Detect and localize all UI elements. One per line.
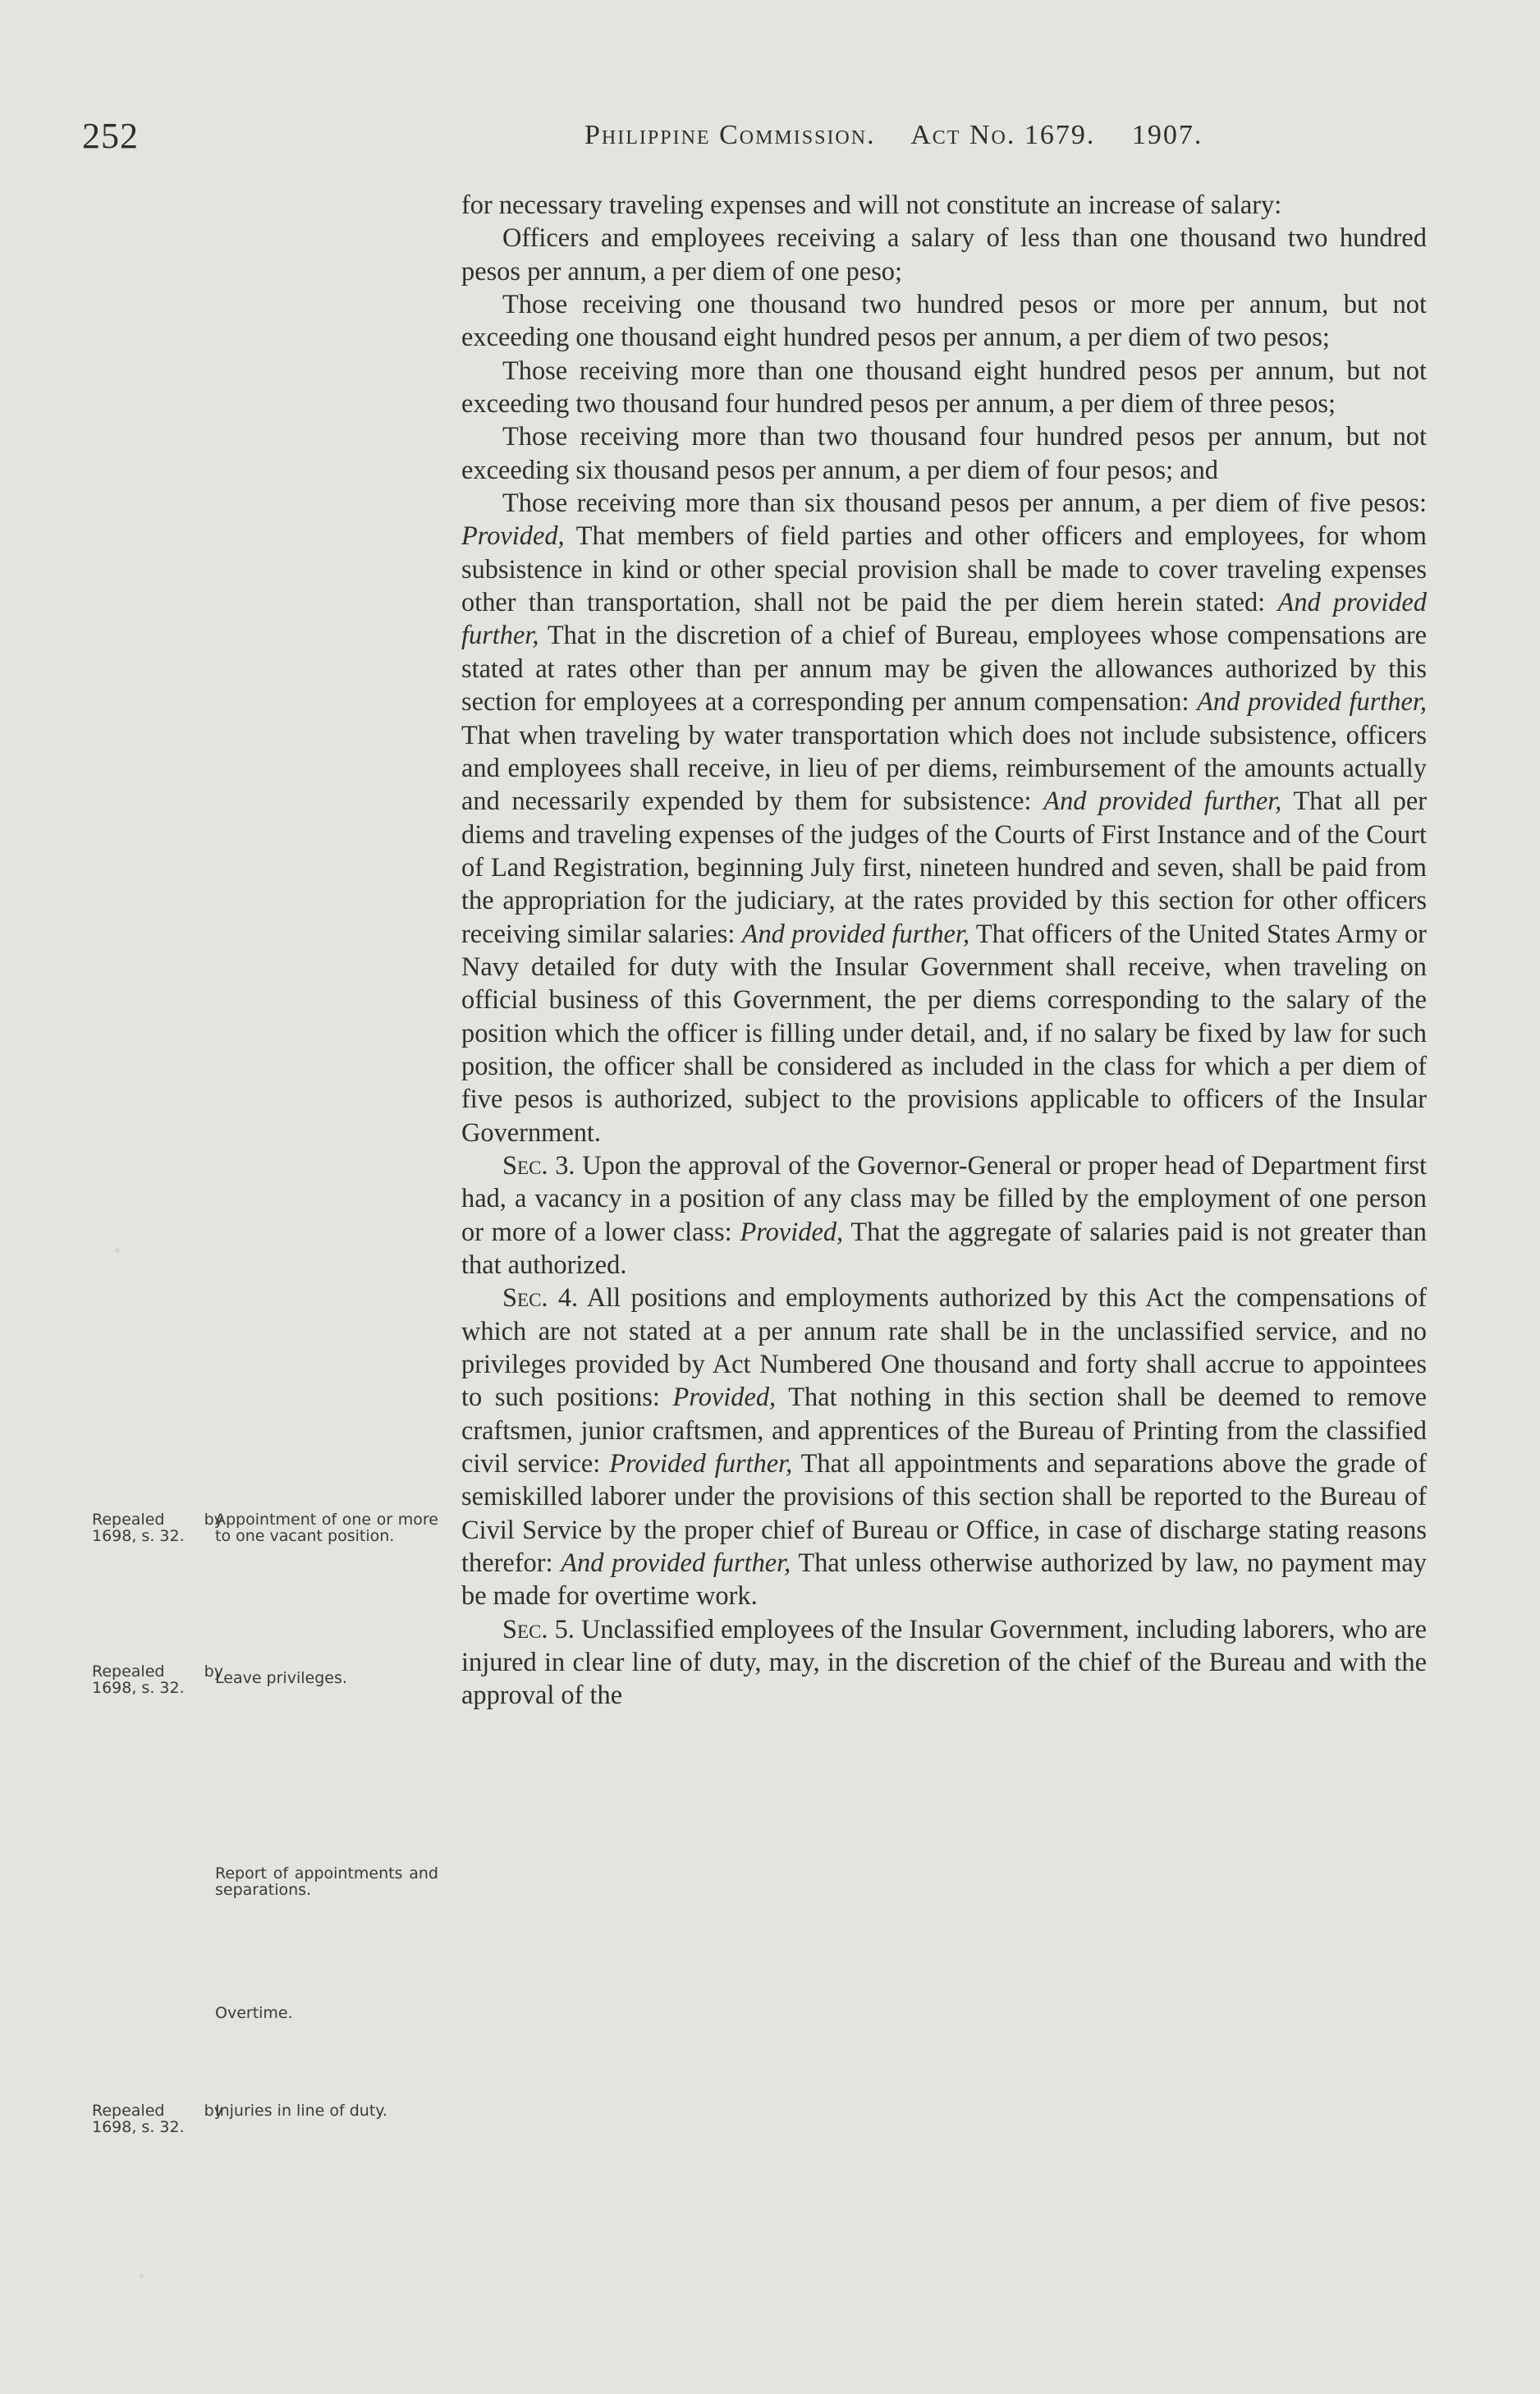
margin-note-appointment: Appointment of one or more to one vacant position. (215, 1511, 438, 1545)
margin-note-repealed-2: Repealed by 1698, s. 32. (92, 1662, 223, 1697)
proviso: Provided, (672, 1383, 777, 1413)
section-label: Sec. 4. (502, 1283, 579, 1314)
text-run: That when traveling by water transportation which does not include subsistence, officers and employees shall receive, in lieu of per diems, reimbursement of the amounts actually and necessarily expended by them for subsistence: (461, 720, 1427, 817)
paragraph-per-diem-four-pesos: Those receiving more than two thousand four hundred pesos per annum, but not exceeding six thousand pesos per annum, a per diem of four pesos; and (461, 422, 1427, 485)
proviso: And provided further, (1043, 787, 1282, 817)
text-run: That all per diems and traveling expenses of the judges of the Courts of First Instance and of the Court of Land Registration, beginning July first, nineteen hundred and seven, shall be paid from the appropriation for the judiciary, at the rates provided by this section for other officers receiving similar salaries: (461, 787, 1427, 949)
text-run: All positions and employments authorized by this Act the compensations of which are not stated at a per annum rate shall be in the unclassified service, and no privileges provided by Act Numbered One thousand and forty shall accrue to appointees to such positions: (461, 1283, 1427, 1413)
text-run: That nothing in this section shall be deemed to remove craftsmen, junior craftsmen, and apprentices of the Bureau of Printing from the classified civil service: (461, 1383, 1427, 1479)
faint-mark-1 (115, 1248, 120, 1253)
text-run: Upon the approval of the Governor-General or proper head of Department first had, a vacancy in a position of any class may be filled by the employment of one person or more of a lower class: (461, 1150, 1427, 1247)
section-5 (461, 1613, 1427, 1713)
main-text (461, 189, 1427, 1713)
text-run: That members of field parties and other officers and employees, for whom subsistence in kind or other special provision shall be made to cover traveling expenses other than transportation, shall not be paid the per diem herein stated: (461, 521, 1427, 618)
text-run: That all appointments and separations above the grade of semiskilled laborer under the provisions of this section shall be reported to the Bureau of Civil Service by the proper chief of Bureau or Office, in case of discharge stating reasons therefor: (461, 1449, 1428, 1579)
running-head (584, 120, 1231, 151)
faint-mark-2 (140, 2274, 144, 2278)
margin-note-overtime: Overtime. (215, 2004, 293, 2022)
text-run: That in the discretion of a chief of Bureau, employees whose compensations are stated at rates other than per annum may be given the allowances authorized by this section for employees at a corresponding per annum compensation: (461, 621, 1427, 718)
running-head-title: Philippine Commission. (584, 120, 876, 150)
running-head-act: Act No. 1679. (910, 120, 1096, 150)
paragraph-per-diem-one-peso: Officers and employees receiving a salary of less than one thousand two hundred pesos per annum, a per diem of one peso; (461, 223, 1427, 287)
text-run: That officers of the United States Army or Navy detailed for duty with the Insular Government shall receive, when traveling on official business of this Government, the per diems corresponding to the salary of the position which the officer is filling under detail, and, if no salary be fixed by law for such position, the officer shall be considered as included in the class for which a per diem of five pesos is authorized, subject to the provisions applicable to officers of the Insular Government. (461, 919, 1427, 1148)
margin-note-repealed-3: Repealed by 1698, s. 32. (92, 2102, 223, 2136)
section-label: Sec. 5. (502, 1614, 575, 1644)
paragraph-per-diem-five-pesos (461, 487, 1427, 1149)
paragraph-per-diem-two-pesos: Those receiving one thousand two hundred pesos or more per annum, but not exceeding one thousand eight hundred pesos per annum, a per diem of two pesos; (461, 290, 1427, 353)
page-number: 252 (82, 116, 139, 156)
text-run: That unless otherwise authorized by law, no payment may be made for overtime work. (461, 1548, 1427, 1612)
section-4 (461, 1282, 1427, 1612)
text-run: That the aggregate of salaries paid is not greater than that authorized. (461, 1217, 1427, 1280)
text-run: Those receiving more than six thousand pesos per annum, a per diem of five pesos: (502, 488, 1427, 519)
margin-note-leave: Leave privileges. (215, 1669, 347, 1687)
proviso: And provided further, (1197, 687, 1427, 718)
text-run: Unclassified employees of the Insular Government, including laborers, who are injured in clear line of duty, may, in the discretion of the chief of the Bureau and with the approval of the (461, 1614, 1427, 1711)
section-label: Sec. 3. (502, 1150, 575, 1181)
section-3 (461, 1149, 1427, 1282)
proviso: Provided further, (609, 1449, 793, 1479)
margin-note-report: Report of appointments and separations. (215, 1864, 438, 1899)
proviso: Provided, (461, 521, 565, 552)
proviso: Provided, (740, 1217, 844, 1247)
paragraph-per-diem-three-pesos: Those receiving more than one thousand eight hundred pesos per annum, but not exceeding two thousand four hundred pesos per annum, a per diem of three pesos; (461, 355, 1427, 420)
running-head-year: 1907. (1131, 120, 1203, 150)
margin-note-repealed-1: Repealed by 1698, s. 32. (92, 1511, 223, 1545)
margin-note-injuries: Injuries in line of duty. (215, 2102, 387, 2120)
proviso: And provided further, (741, 919, 970, 949)
proviso: And provided further, (461, 588, 1427, 651)
proviso: And provided further, (561, 1548, 791, 1579)
paragraph-continuation: for necessary traveling expenses and will not constitute an increase of salary: (461, 190, 1282, 220)
